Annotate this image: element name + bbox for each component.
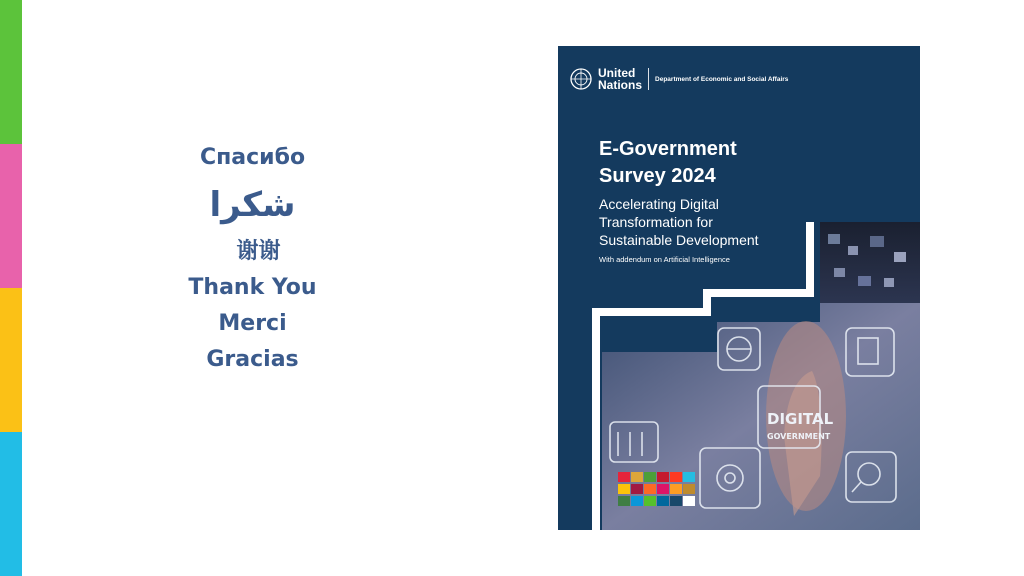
color-stripe-blue	[0, 432, 22, 576]
color-stripe-pink	[0, 144, 22, 288]
un-name-line2: Nations	[598, 78, 643, 92]
color-stripe-yellow	[0, 288, 22, 432]
cover-title-line1: E-Government	[599, 138, 737, 160]
cover-title	[599, 136, 737, 190]
art-text-government: GOVERNMENT	[767, 432, 831, 441]
report-cover	[558, 46, 920, 530]
sdg-tile	[644, 484, 656, 494]
thank-you-list	[140, 140, 365, 378]
sdg-tile	[657, 484, 669, 494]
sdg-tile	[644, 472, 656, 482]
photo-tile	[848, 246, 858, 255]
art-text-digital: DIGITAL	[767, 410, 834, 428]
sdg-tile	[631, 484, 643, 494]
sdg-tile	[644, 496, 656, 506]
un-department: Department of Economic and Social Affairs	[655, 75, 789, 83]
photo-tile	[870, 236, 884, 247]
thanks-spanish: Gracias	[206, 347, 299, 372]
photo-tile	[858, 276, 871, 286]
sdg-tile	[618, 472, 630, 482]
sdg-tile	[657, 472, 669, 482]
sdg-tile	[618, 496, 630, 506]
photo-tile	[828, 234, 840, 244]
cover-title-line2: Survey 2024	[599, 165, 716, 187]
cover-artwork	[558, 46, 920, 530]
cover-subtitle-line2: Transformation for	[599, 214, 713, 230]
sdg-tile	[683, 472, 695, 482]
photo-tile	[834, 268, 845, 277]
header-divider	[648, 68, 649, 90]
sdg-tile	[631, 496, 643, 506]
sdg-tile	[670, 496, 682, 506]
sdg-tile	[631, 472, 643, 482]
thanks-french: Merci	[218, 311, 287, 336]
un-emblem-icon	[570, 68, 592, 90]
photo-tile	[884, 278, 894, 287]
sdg-tile	[657, 496, 669, 506]
sdg-tile	[670, 472, 682, 482]
photo-panel-main	[602, 303, 920, 530]
sdg-tile	[683, 484, 695, 494]
un-name-line1: United	[598, 66, 636, 80]
sdg-tile	[670, 484, 682, 494]
cover-subtitle	[599, 195, 759, 249]
thanks-english: Thank You	[188, 275, 317, 300]
sdg-tile	[683, 496, 695, 506]
cover-subtitle-line1: Accelerating Digital	[599, 196, 719, 212]
un-name	[598, 67, 642, 91]
photo-tile	[894, 252, 906, 262]
thanks-arabic: شكرا	[209, 185, 296, 225]
thanks-russian: Спасибо	[199, 145, 306, 170]
color-stripe-green	[0, 0, 22, 144]
cover-subtitle-line3: Sustainable Development	[599, 232, 759, 248]
cover-addendum: With addendum on Artificial Intelligence	[599, 255, 730, 264]
thanks-chinese: 谢谢	[236, 239, 281, 264]
un-header	[570, 66, 788, 92]
sdg-tile	[618, 484, 630, 494]
